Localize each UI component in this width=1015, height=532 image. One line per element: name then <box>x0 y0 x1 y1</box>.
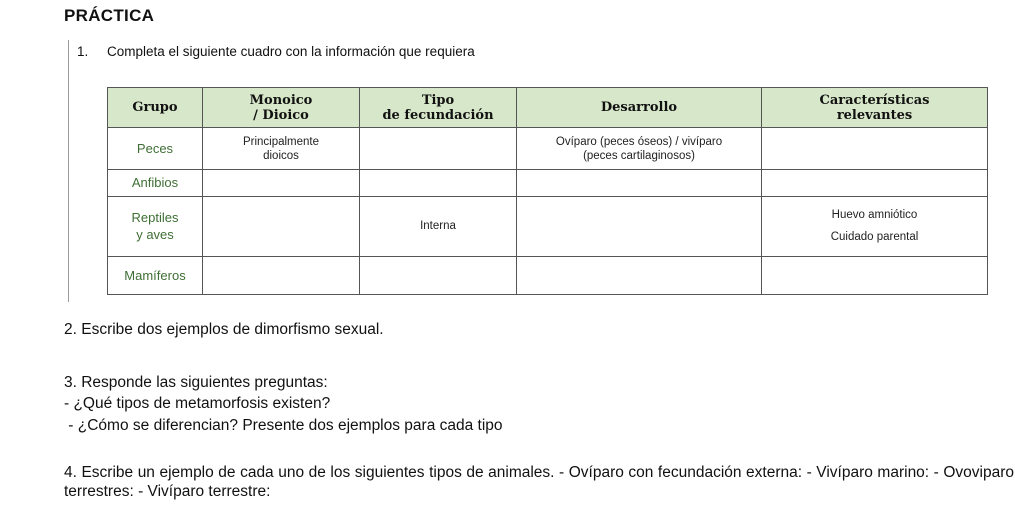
cell-desarrollo-mamiferos[interactable] <box>517 256 762 294</box>
header-monoico <box>203 88 360 128</box>
cell-tipo-anfibios[interactable] <box>360 170 517 196</box>
cell-caract-mamiferos[interactable] <box>762 256 988 294</box>
question-3-item-2: - ¿Cómo se diferencian? Presente dos ejemplos para cada tipo <box>64 417 503 434</box>
cell-desarrollo-peces-line2: (peces cartilaginosos) <box>583 149 695 162</box>
table-row-mamiferos <box>108 256 988 294</box>
cell-caract-reptiles <box>762 196 988 256</box>
cell-grupo-reptiles-line2: y aves <box>136 227 174 243</box>
question-3-item-1: - ¿Qué tipos de metamorfosis existen? <box>64 395 331 412</box>
cell-grupo-reptiles <box>108 196 203 256</box>
cell-monoico-peces <box>203 128 360 170</box>
header-monoico-line2: / Dioico <box>253 107 309 123</box>
header-desarrollo: Desarrollo <box>517 88 762 128</box>
cell-caract-reptiles-line2: Cuidado parental <box>830 231 919 244</box>
question-4: 4. Escribe un ejemplo de cada uno de los siguientes tipos de animales. - Ovíparo con fecundación externa: - Vivíparo marino: - Ovoviparo terrestres: - Vivíparo terrestre: <box>64 464 1014 500</box>
cell-grupo-mamiferos: Mamíferos <box>108 256 203 294</box>
cell-desarrollo-peces-line1: Ovíparo (peces óseos) / vivíparo <box>555 135 723 148</box>
cell-grupo-peces: Peces <box>108 128 203 170</box>
cell-monoico-mamiferos[interactable] <box>203 256 360 294</box>
header-tipo-line2: de fecundación <box>382 107 494 123</box>
question-1-text: Completa el siguiente cuadro con la información que requiera <box>107 44 475 59</box>
cell-caract-anfibios[interactable] <box>762 170 988 196</box>
cell-monoico-peces-line2: dioicos <box>263 149 299 162</box>
cell-grupo-reptiles-line1: Reptiles <box>131 210 179 226</box>
cell-monoico-anfibios[interactable] <box>203 170 360 196</box>
cell-tipo-peces[interactable] <box>360 128 517 170</box>
header-tipo-line1: Tipo <box>421 92 455 108</box>
question-1 <box>77 44 475 59</box>
cell-caract-reptiles-line1: Huevo amniótico <box>831 209 918 222</box>
cell-desarrollo-peces <box>517 128 762 170</box>
header-caract-line1: Características <box>819 92 930 108</box>
table-header-row <box>108 88 988 128</box>
header-caracteristicas <box>762 88 988 128</box>
cell-monoico-peces-line1: Principalmente <box>242 135 320 148</box>
cell-tipo-mamiferos[interactable] <box>360 256 517 294</box>
cell-tipo-reptiles: Interna <box>360 196 517 256</box>
table-row-anfibios <box>108 170 988 196</box>
question-3-heading: 3. Responde las siguientes preguntas: <box>64 374 328 391</box>
header-caract-line2: relevantes <box>836 107 913 123</box>
table-row-peces <box>108 128 988 170</box>
cell-monoico-reptiles[interactable] <box>203 196 360 256</box>
question-1-number: 1. <box>77 44 89 59</box>
page-title: PRÁCTICA <box>64 6 155 25</box>
table-row-reptiles <box>108 196 988 256</box>
margin-rule <box>68 40 69 302</box>
cell-grupo-anfibios: Anfibios <box>108 170 203 196</box>
header-tipo <box>360 88 517 128</box>
cell-caract-peces[interactable] <box>762 128 988 170</box>
cell-desarrollo-anfibios[interactable] <box>517 170 762 196</box>
header-grupo: Grupo <box>108 88 203 128</box>
header-monoico-line1: Monoico <box>249 92 313 108</box>
classification-table <box>107 87 988 295</box>
question-2: 2. Escribe dos ejemplos de dimorfismo sexual. <box>64 321 384 338</box>
cell-desarrollo-reptiles[interactable] <box>517 196 762 256</box>
